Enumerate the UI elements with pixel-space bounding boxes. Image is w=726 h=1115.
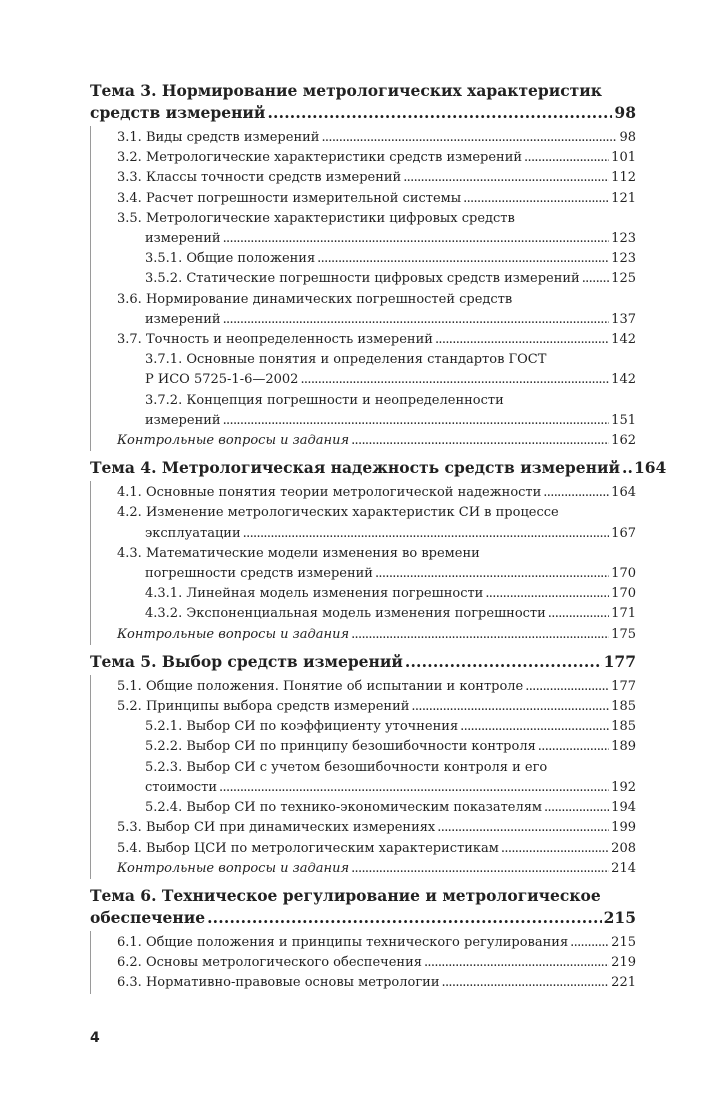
toc-entry-text: Р ИСО 5725-1-6—2002 <box>145 372 299 388</box>
toc-entry-text: 5.4. Выбор ЦСИ по метрологическим характеристикам <box>117 840 499 856</box>
toc-entry-text: измерений <box>145 231 221 247</box>
toc-entry[interactable] <box>91 249 636 269</box>
toc-entry-text: 3.2. Метрологические характеристики средств измерений <box>117 150 523 166</box>
page-ref: 199 <box>611 820 636 836</box>
page-ref: 215 <box>611 934 636 950</box>
leader-dots <box>351 859 609 879</box>
toc-entry-text: 3.5.1. Общие положения <box>145 251 316 267</box>
leader-dots <box>548 604 609 624</box>
toc-entry[interactable] <box>91 677 636 697</box>
page-ref: 221 <box>611 975 636 991</box>
toc-entry-text: Контрольные вопросы и задания <box>117 860 350 876</box>
toc-entry-text: 5.2.4. Выбор СИ по технико-экономическим показателям <box>145 800 543 816</box>
page-ref: 121 <box>611 190 636 206</box>
toc-entry[interactable] <box>91 483 636 503</box>
leader-dots <box>317 249 609 269</box>
page-ref: 142 <box>611 372 636 388</box>
leader-dots <box>351 625 609 645</box>
page-ref: 98 <box>619 130 636 145</box>
leader-dots <box>543 483 609 503</box>
leader-dots <box>207 907 602 929</box>
toc-entry-text: 3.5.2. Статические погрешности цифровых средств измерений <box>145 271 580 287</box>
page-ref: 142 <box>611 332 636 348</box>
toc-entry[interactable] <box>91 798 636 818</box>
toc-entry[interactable] <box>91 737 636 757</box>
toc-entry[interactable] <box>91 953 636 973</box>
table-of-contents <box>90 80 667 1000</box>
toc-entry[interactable] <box>91 503 636 543</box>
leader-dots <box>622 457 632 479</box>
toc-entry-line: 5.2.3. Выбор СИ с учетом безошибочности контроля и его <box>145 759 548 775</box>
toc-entry[interactable] <box>91 391 636 431</box>
page-ref: 170 <box>611 586 636 602</box>
toc-entry-text: 4.1. Основные понятия теории метрологической надежности <box>117 485 542 501</box>
leader-dots <box>411 697 609 717</box>
topic-heading[interactable] <box>90 80 636 126</box>
toc-entry[interactable] <box>91 933 636 953</box>
page-ref: 151 <box>611 412 636 428</box>
toc-entry-line: 4.3. Математические модели изменения во времени <box>117 545 480 561</box>
toc-entry[interactable] <box>91 290 636 330</box>
toc-entry-text: 3.3. Классы точности средств измерений <box>117 170 402 186</box>
page-ref: 189 <box>611 739 636 755</box>
leader-dots <box>582 269 609 289</box>
leader-dots <box>501 839 609 859</box>
toc-entry[interactable] <box>91 269 636 289</box>
leader-dots <box>538 737 609 757</box>
leader-dots <box>375 564 609 584</box>
toc-entry-text: 3.4. Расчет погрешности измерительной системы <box>117 190 462 206</box>
topic-entries <box>90 481 636 645</box>
leader-dots <box>351 431 609 451</box>
toc-entry[interactable] <box>91 839 636 859</box>
leader-dots <box>442 973 610 993</box>
topic-heading[interactable] <box>90 885 636 931</box>
toc-entry[interactable] <box>91 973 636 993</box>
review-questions-entry[interactable] <box>91 625 636 645</box>
toc-entry[interactable] <box>91 818 636 838</box>
page-ref: 123 <box>611 231 636 247</box>
topic-heading[interactable] <box>90 457 667 481</box>
toc-entry-text: 5.1. Общие положения. Понятие об испытании и контроле <box>117 678 524 694</box>
page-number: 4 <box>90 1030 100 1046</box>
toc-topic <box>90 651 636 879</box>
topic-heading[interactable] <box>90 651 636 675</box>
page-ref: 171 <box>611 606 636 622</box>
toc-entry-text: 6.3. Нормативно-правовые основы метрологии <box>117 975 440 991</box>
page-ref: 219 <box>611 955 636 971</box>
page-ref: 164 <box>633 458 667 478</box>
page-ref: 137 <box>611 311 636 327</box>
page-ref: 101 <box>611 150 636 166</box>
leader-dots <box>243 524 610 544</box>
toc-entry-text: стоимости <box>145 779 218 795</box>
toc-entry-text: 5.2. Принципы выбора средств измерений <box>117 699 410 715</box>
leader-dots <box>219 778 609 798</box>
leader-dots <box>544 798 609 818</box>
toc-entry[interactable] <box>91 330 636 350</box>
toc-entry[interactable] <box>91 168 636 188</box>
toc-topic <box>90 80 636 451</box>
leader-dots <box>437 818 609 838</box>
leader-dots <box>463 189 609 209</box>
page-ref: 177 <box>611 678 636 694</box>
leader-dots <box>300 370 609 390</box>
page-ref: 185 <box>611 699 636 715</box>
toc-entry-text: измерений <box>145 412 221 428</box>
toc-entry-line: 3.7.1. Основные понятия и определения стандартов ГОСТ <box>145 352 547 368</box>
toc-entry-line: 4.2. Изменение метрологических характеристик СИ в процессе <box>117 505 559 521</box>
toc-entry-text: 3.1. Виды средств измерений <box>117 130 320 145</box>
toc-topic <box>90 885 636 994</box>
toc-entry[interactable] <box>91 544 636 584</box>
leader-dots <box>525 677 609 697</box>
toc-entry[interactable] <box>91 148 636 168</box>
toc-entry-text: Контрольные вопросы и задания <box>117 433 350 449</box>
topic-entries <box>90 126 636 451</box>
toc-entry-line: 3.5. Метрологические характеристики цифровых средств <box>117 210 515 226</box>
toc-entry[interactable] <box>91 697 636 717</box>
topic-heading-text: Тема 5. Выбор средств измерений <box>90 651 403 671</box>
leader-dots <box>570 933 609 953</box>
leader-dots <box>485 584 609 604</box>
toc-entry-text: 4.3.2. Экспоненциальная модель изменения погрешности <box>145 606 546 622</box>
toc-entry[interactable] <box>91 758 636 798</box>
toc-entry[interactable] <box>91 604 636 624</box>
toc-entry-text: эксплуатации <box>145 525 241 541</box>
leader-dots <box>403 168 609 188</box>
toc-entry-text: 4.3.1. Линейная модель изменения погрешности <box>145 586 484 602</box>
page-ref: 123 <box>611 251 636 267</box>
page-ref: 162 <box>611 433 636 449</box>
leader-dots <box>435 330 609 350</box>
topic-entries <box>90 931 636 994</box>
leader-dots <box>524 148 609 168</box>
leader-dots <box>223 310 610 330</box>
page-ref: 125 <box>611 271 636 287</box>
toc-entry-text: 5.3. Выбор СИ при динамических измерениях <box>117 820 436 836</box>
toc-topic <box>90 457 667 645</box>
toc-entry-text: 3.7. Точность и неопределенность измерений <box>117 332 433 348</box>
toc-entry-text: Контрольные вопросы и задания <box>117 626 350 642</box>
leader-dots <box>424 953 609 973</box>
topic-heading-line: Тема 3. Нормирование метрологических характеристик <box>90 81 602 100</box>
topic-heading-text: обеспечение <box>90 907 206 927</box>
page-ref: 185 <box>611 719 636 735</box>
page-ref: 194 <box>611 800 636 816</box>
topic-heading-line: Тема 6. Техническое регулирование и метрологическое <box>90 885 601 905</box>
toc-entry-line: 3.6. Нормирование динамических погрешностей средств <box>117 291 513 307</box>
leader-dots <box>405 651 602 673</box>
page-ref: 177 <box>603 651 636 671</box>
leader-dots <box>223 229 610 249</box>
review-questions-entry[interactable] <box>91 859 636 879</box>
page-ref: 214 <box>611 860 636 876</box>
toc-entry-text: 5.2.2. Выбор СИ по принципу безошибочности контроля <box>145 739 536 755</box>
page-ref: 175 <box>611 626 636 642</box>
leader-dots <box>267 102 612 124</box>
page-ref: 112 <box>611 170 636 186</box>
toc-entry[interactable] <box>91 209 636 249</box>
page-ref: 192 <box>611 779 636 795</box>
page-ref: 164 <box>611 485 636 501</box>
page-ref: 167 <box>611 525 636 541</box>
toc-entry[interactable] <box>91 189 636 209</box>
toc-entry[interactable] <box>91 350 636 390</box>
leader-dots <box>223 411 610 431</box>
toc-entry-text: измерений <box>145 311 221 327</box>
toc-entry-text: 6.2. Основы метрологического обеспечения <box>117 955 422 971</box>
topic-entries <box>90 675 636 879</box>
leader-dots <box>460 717 609 737</box>
toc-entry-text: 5.2.1. Выбор СИ по коэффициенту уточнения <box>145 719 459 735</box>
toc-entry-line: 3.7.2. Концепция погрешности и неопределенности <box>145 392 504 408</box>
toc-entry[interactable] <box>91 584 636 604</box>
review-questions-entry[interactable] <box>91 431 636 451</box>
toc-entry[interactable] <box>91 717 636 737</box>
toc-entry-text: погрешности средств измерений <box>145 566 373 582</box>
toc-entry-text: 6.1. Общие положения и принципы технического регулирования <box>117 934 569 950</box>
page-ref: 208 <box>611 840 636 856</box>
toc-entry[interactable] <box>91 128 636 148</box>
page-ref: 98 <box>614 103 636 122</box>
leader-dots <box>321 128 617 148</box>
page-ref: 215 <box>603 907 636 927</box>
page-ref: 170 <box>611 566 636 582</box>
topic-heading-text: Тема 4. Метрологическая надежность средств измерений <box>90 458 620 478</box>
topic-heading-text: средств измерений <box>90 103 266 122</box>
